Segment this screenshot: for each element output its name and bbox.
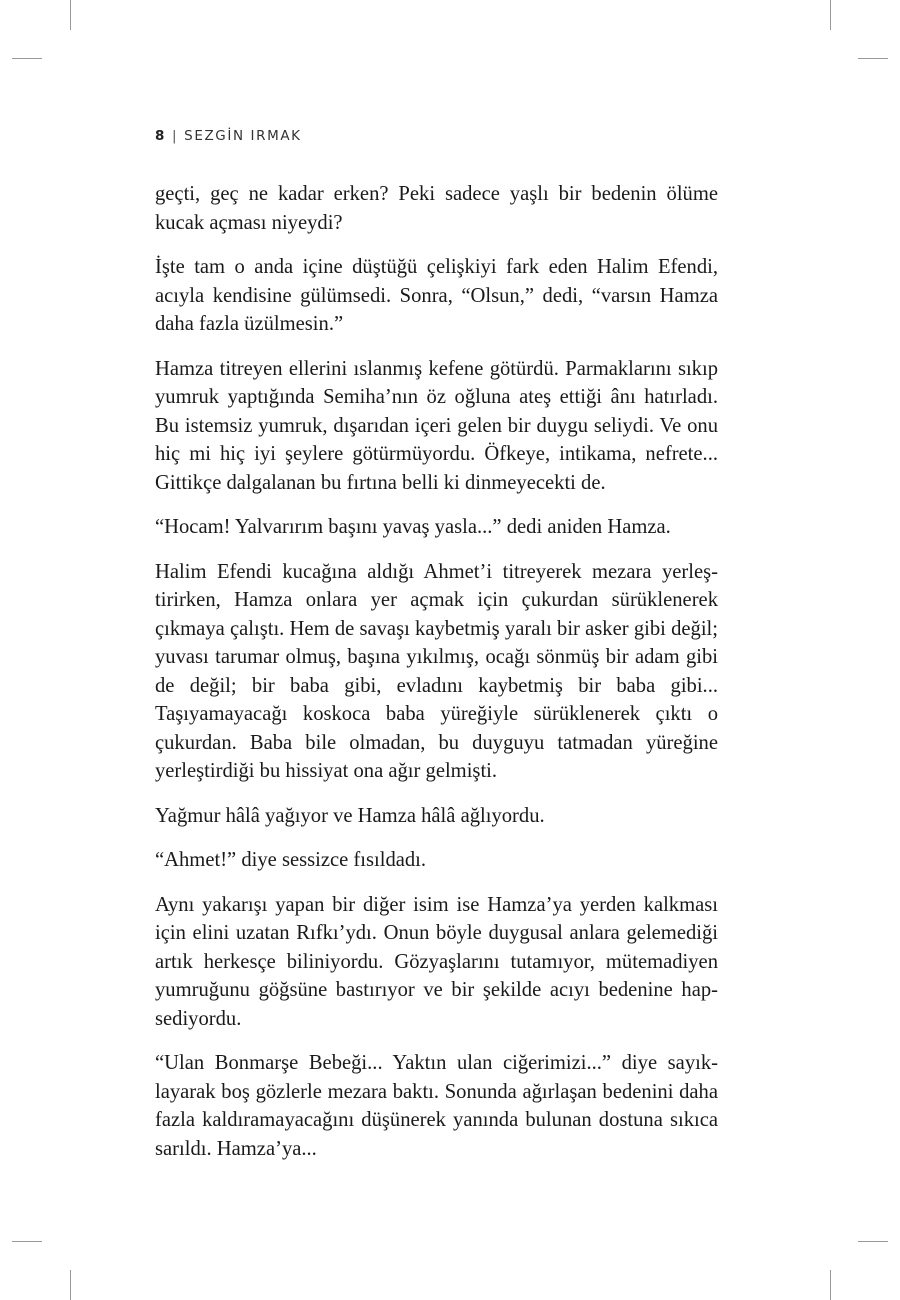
paragraph: İşte tam o anda içine düştüğü çelişkiyi fark eden Halim Efendi, acıyla kendisine gülümsedi. Sonra, “Olsun,” dedi, “varsın Hamza daha fazla üzülmesin.”: [155, 256, 718, 335]
paragraph: Aynı yakarışı yapan bir diğer isim ise Hamza’ya yerden kalkması için elini uzatan Rıfkı’ydı. Onun böyle duygusal anlara gelemediği artık herkesçe biliniyordu. Gözyaşlarını tutamıyor, mütemadiyen yumruğunu göğsüne bastırıyor ve bir şekilde acıyı bedenine hapsediyordu.: [155, 893, 718, 1030]
paragraph: “Hocam! Yalvarırım başını yavaş yasla...” dedi aniden Hamza.: [155, 516, 671, 538]
paragraph: Halim Efendi kucağına aldığı Ahmet’i titreyerek mezara yerleştirirken, Hamza onlara yer açmak için çukurdan sürüklenerek çıkmaya çalıştı. Hem de savaşı kaybetmiş yaralı bir asker gibi değil; yuvası tarumar olmuş, başına yıkılmış, ocağı sönmüş bir adam gibi de değil; bir baba gibi, evladını kaybetmiş bir baba gibi... Taşıyamayacağı koskoca baba yüreğiyle sürüklenerek çıktı o çukurdan. Baba bile olmadan, bu duyguyu tatmadan yüreğine yerleştirdiği bu hissiyat ona ağır gelmişti.: [155, 560, 718, 782]
paragraph: Yağmur hâlâ yağıyor ve Hamza hâlâ ağlıyordu.: [155, 804, 545, 827]
crop-mark-bottom-right-horizontal: [858, 1241, 888, 1242]
crop-mark-top-left-vertical: [70, 0, 71, 30]
paragraph: Hamza titreyen ellerini ıslanmış kefene götürdü. Parmaklarını sıkıp yumruk yaptığında Semiha’nın öz oğluna ateş ettiği ânı hatırladı. Bu istemsiz yumruk, dışarıdan içeri gelen bir duygu seliydi. Ve onu hiç mi hiç iyi şeylere götürmüyordu. Öfkeye, intikama, nefrete... Gittikçe dalgalanan bu fırtına belli ki dinmeyecekti de.: [155, 357, 718, 494]
running-head: [155, 128, 302, 144]
crop-mark-bottom-left-horizontal: [12, 1241, 42, 1242]
crop-mark-top-left-horizontal: [12, 58, 42, 59]
author-name: SEZGİN IRMAK: [184, 128, 302, 144]
paragraph: “Ulan Bonmarşe Bebeği... Yaktın ulan ciğerimizi...” diye sayıklayarak boş gözlerle mezara baktı. Sonunda ağırlaşan bedenini daha fazla kaldıramayacağını düşünerek yanında bulunan dostuna sıkıca sarıldı. Hamza’ya...: [155, 1052, 718, 1160]
paragraph: geçti, geç ne kadar erken? Peki sadece yaşlı bir bedenin ölüme kucak açması niyeydi?: [155, 183, 718, 234]
crop-mark-bottom-left-vertical: [70, 1270, 71, 1300]
crop-mark-top-right-vertical: [830, 0, 831, 30]
crop-mark-top-right-horizontal: [858, 58, 888, 59]
paragraph: “Ahmet!” diye sessizce fısıldadı.: [155, 849, 427, 871]
crop-mark-bottom-right-vertical: [830, 1270, 831, 1300]
body-text: [155, 180, 718, 1179]
page-number: 8: [155, 128, 166, 144]
header-separator: |: [172, 128, 179, 144]
